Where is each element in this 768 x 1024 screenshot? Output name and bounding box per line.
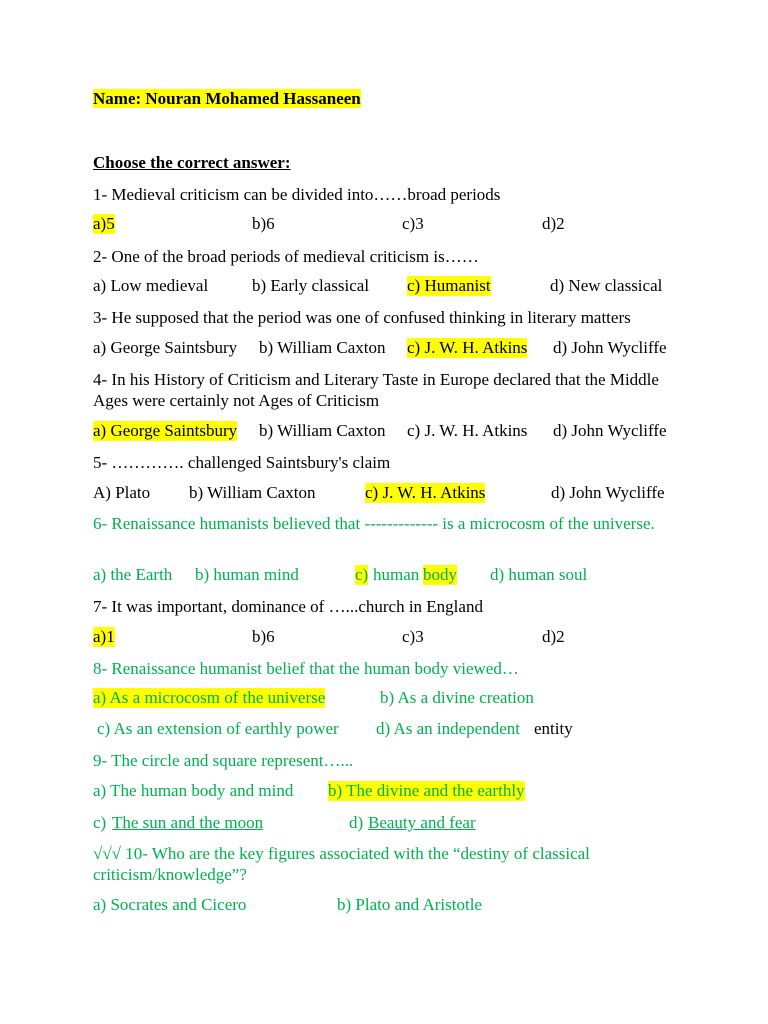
- option-6c-word-human: human: [373, 565, 420, 584]
- option-1b: b)6: [252, 214, 275, 233]
- option-3c: c) J. W. H. Atkins: [407, 338, 528, 357]
- question-9-options-row1: [0, 781, 768, 802]
- option-1d: d)2: [542, 214, 565, 233]
- question-4-options: [0, 421, 768, 442]
- option-2a: a) Low medieval: [93, 276, 209, 295]
- option-7c: c)3: [402, 627, 424, 646]
- question-6-options: [0, 565, 768, 586]
- option-10b: b) Plato and Aristotle: [337, 895, 482, 914]
- option-3d: d) John Wycliffe: [553, 338, 667, 357]
- question-2-options: [0, 276, 768, 297]
- option-5d: d) John Wycliffe: [551, 483, 665, 502]
- question-9-options-row2: [0, 813, 768, 834]
- option-9d-text: Beauty and fear: [368, 813, 476, 832]
- option-9c-text: The sun and the moon: [112, 813, 264, 832]
- option-8d: d) As an independent: [376, 719, 520, 738]
- option-7a: a)1: [93, 627, 115, 646]
- option-8a: a) As a microcosm of the universe: [93, 688, 326, 707]
- option-5c: c) J. W. H. Atkins: [365, 483, 486, 502]
- option-8b: b) As a divine creation: [380, 688, 534, 707]
- question-8-options-row2: [0, 719, 768, 740]
- question-5-text: 5- …………. challenged Saintsbury's claim: [93, 453, 391, 472]
- option-1c: c)3: [402, 214, 424, 233]
- option-3a: a) George Saintsbury: [93, 338, 238, 357]
- instruction-heading: Choose the correct answer:: [93, 153, 291, 172]
- question-2-text: 2- One of the broad periods of medieval criticism is……: [93, 247, 479, 266]
- option-4a: a) George Saintsbury: [93, 421, 238, 440]
- question-7-options: [0, 627, 768, 648]
- option-2c: c) Humanist: [407, 276, 491, 295]
- question-10-text: √√√ 10- Who are the key figures associated with the “destiny of classical criticism/knowledge”?: [93, 844, 590, 884]
- option-6b: b) human mind: [195, 565, 299, 584]
- option-7d: d)2: [542, 627, 565, 646]
- option-8d-entity: entity: [534, 719, 573, 738]
- question-8-options-row1: [0, 688, 768, 709]
- name-line: Name: Nouran Mohamed Hassaneen: [93, 89, 361, 108]
- option-9b: b) The divine and the earthly: [328, 781, 525, 800]
- option-9a: a) The human body and mind: [93, 781, 294, 800]
- option-9d-label: d): [349, 813, 364, 832]
- question-6-text: 6- Renaissance humanists believed that ------------- is a microcosm of the universe.: [93, 514, 655, 533]
- question-8-text: 8- Renaissance humanist belief that the human body viewed…: [93, 659, 519, 678]
- option-7b: b)6: [252, 627, 275, 646]
- question-7-text: 7- It was important, dominance of …...church in England: [93, 597, 483, 616]
- question-10-options: [0, 895, 768, 916]
- question-1-options: [0, 214, 768, 235]
- question-3-text: 3- He supposed that the period was one of confused thinking in literary matters: [93, 308, 631, 327]
- question-3-options: [0, 338, 768, 359]
- question-9-text: 9- The circle and square represent…...: [93, 751, 354, 770]
- option-2d: d) New classical: [550, 276, 663, 295]
- question-5-options: [0, 483, 768, 504]
- option-5a: A) Plato: [93, 483, 151, 502]
- option-2b: b) Early classical: [252, 276, 370, 295]
- option-9c-label: c): [93, 813, 107, 832]
- option-6c-word-body: body: [423, 565, 457, 584]
- option-6c-label: c): [355, 565, 369, 584]
- question-4-text: 4- In his History of Criticism and Literary Taste in Europe declared that the Middle Ages were certainly not Ages of Criticism: [93, 370, 659, 410]
- option-4d: d) John Wycliffe: [553, 421, 667, 440]
- option-3b: b) William Caxton: [259, 338, 386, 357]
- option-6d: d) human soul: [490, 565, 588, 584]
- option-4c: c) J. W. H. Atkins: [407, 421, 528, 440]
- option-6a: a) the Earth: [93, 565, 173, 584]
- option-8c: c) As an extension of earthly power: [97, 719, 339, 738]
- option-4b: b) William Caxton: [259, 421, 386, 440]
- option-10a: a) Socrates and Cicero: [93, 895, 247, 914]
- question-1-text: 1- Medieval criticism can be divided into……broad periods: [93, 185, 501, 204]
- option-1a: a)5: [93, 214, 115, 233]
- option-5b: b) William Caxton: [189, 483, 316, 502]
